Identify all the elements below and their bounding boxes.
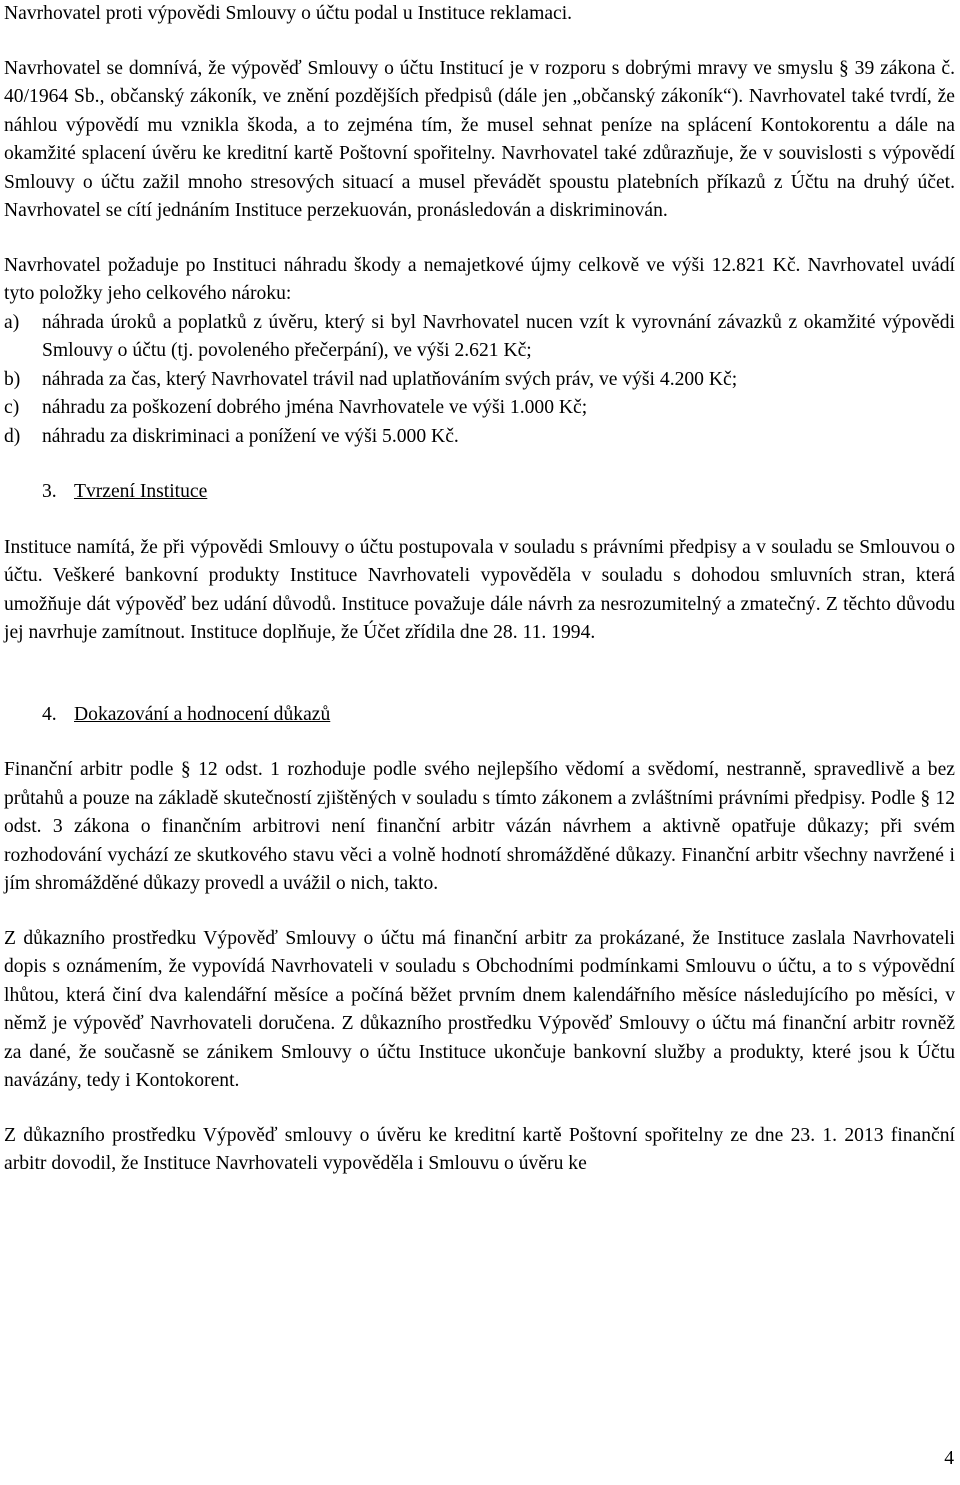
- document-page: [4, 0, 955, 1179]
- list-marker: d): [4, 425, 21, 447]
- section-number: 3.: [42, 481, 57, 502]
- section-heading-4: [4, 701, 955, 730]
- section-number: 4.: [42, 703, 57, 725]
- paragraph-tvrzeni-instituce: Instituce namítá, že při výpovědi Smlouvy o účtu postupovala v souladu s právními předpisy a v souladu se Smlouvou o účtu. Veškeré bankovní produkty Instituce Navrhovateli vypověděla v souladu s dohodou smluvních stran, která umožňuje dát výpověď bez udání důvodů. Instituce považuje dále návrh za nesrozumitelný a zmatečný. Z těchto důvodu jej navrhuje zamítnout. Instituce doplňuje, že Účet zřídila dne 28. 11. 1994.: [4, 536, 955, 643]
- list-marker: c): [4, 397, 20, 418]
- list-item-text: náhradu za poškození dobrého jména Navrhovatele ve výši 1.000 Kč;: [42, 397, 588, 418]
- list-item: [4, 394, 955, 423]
- list-item-text: náhrada úroků a poplatků z úvěru, který si byl Navrhovatel nucen vzít k vyrovnání závazků z okamžité výpovědi Smlouvy o účtu (tj. povoleného přečerpání), ve výši 2.621 Kč;: [42, 311, 955, 361]
- section-title: Tvrzení Instituce: [74, 481, 208, 502]
- paragraph-reklamace: Navrhovatel proti výpovědi Smlouvy o účtu podal u Instituce reklamaci.: [4, 3, 573, 24]
- claims-list: [4, 309, 955, 452]
- paragraph-pozadavek: Navrhovatel požaduje po Instituci náhradu škody a nemajetkové újmy celkově ve výši 12.821 Kč. Navrhovatel uvádí tyto položky jeho celkového nároku:: [4, 254, 955, 304]
- section-title: Dokazování a hodnocení důkazů: [74, 703, 331, 725]
- paragraph-vypoved-uveru: Z důkazního prostředku Výpověď smlouvy o úvěru ke kreditní kartě Poštovní spořitelny ze dne 23. 1. 2013 finanční arbitr dovodil, že Instituce Navrhovateli vypověděla i Smlouvu o úvěru ke: [4, 1124, 955, 1174]
- list-marker: b): [4, 368, 21, 390]
- list-item-text: náhrada za čas, který Navrhovatel trávil nad uplatňováním svých práv, ve výši 4.200 Kč;: [42, 368, 738, 390]
- list-item: [4, 423, 955, 452]
- list-marker: a): [4, 311, 20, 333]
- paragraph-financni-arbitr: Finanční arbitr podle § 12 odst. 1 rozhoduje podle svého nejlepšího vědomí a svědomí, nestranně, spravedlivě a bez průtahů a pouze na základě skutečností zjištěných v souladu s tímto zákonem a zvláštními právními předpisy. Podle § 12 odst. 3 zákona o finančním arbitrovi není finanční arbitr vázán návrhem a aktivně opatřuje důkazy; při svém rozhodování vychází ze skutkového stavu věci a volně hodnotí shromážděné důkazy. Finanční arbitr všechny navržené i jím shromážděné důkazy provedl a uvážil o nich, takto.: [4, 759, 955, 894]
- paragraph-vypoved-smlouvy: Z důkazního prostředku Výpověď Smlouvy o účtu má finanční arbitr za prokázané, že Instituce zaslala Navrhovateli dopis s oznámením, že vypovídá Navrhovateli v souladu s Obchodními podmínkami Smlouvu o účtu, a to s výpovědní lhůtou, která činí dva kalendářní měsíce a počíná běžet prvním dnem kalendářního měsíce následujícího po měsíci, v němž je výpověď Navrhovateli doručena. Z důkazního prostředku Výpověď Smlouvy o účtu má finanční arbitr rovněž za dané, že současně se zánikem Smlouvy o účtu Instituce ukončuje bankovní služby a produkty, které jsou k Účtu navázány, tedy i Kontokorent.: [4, 927, 955, 1091]
- page-number: 4: [944, 1448, 954, 1469]
- list-item-text: náhradu za diskriminaci a ponížení ve výši 5.000 Kč.: [42, 425, 459, 447]
- section-heading-3: [4, 478, 955, 507]
- paragraph-navrhovatel-tvrzeni: Navrhovatel se domnívá, že výpověď Smlouvy o účtu Institucí je v rozporu s dobrými mravy ve smyslu § 39 zákona č. 40/1964 Sb., občanský zákoník, ve znění pozdějších předpisů (dále jen „občanský zákoník“). Navrhovatel také tvrdí, že náhlou výpovědí mu vznikla škoda, a to zejména tím, že musel sehnat peníze na splácení Kontokorentu a dále na okamžité splacení úvěru ke kreditní kartě Poštovní spořitelny. Navrhovatel také zdůrazňuje, že v souvislosti s výpovědí Smlouvy o účtu zažil mnoho stresových situací a musel převádět spoustu platebních příkazů z Účtu na druhý účet. Navrhovatel se cítí jednáním Instituce perzekuován, pronásledován a diskriminován.: [4, 57, 955, 221]
- list-item: [4, 309, 955, 366]
- list-item: [4, 366, 955, 395]
